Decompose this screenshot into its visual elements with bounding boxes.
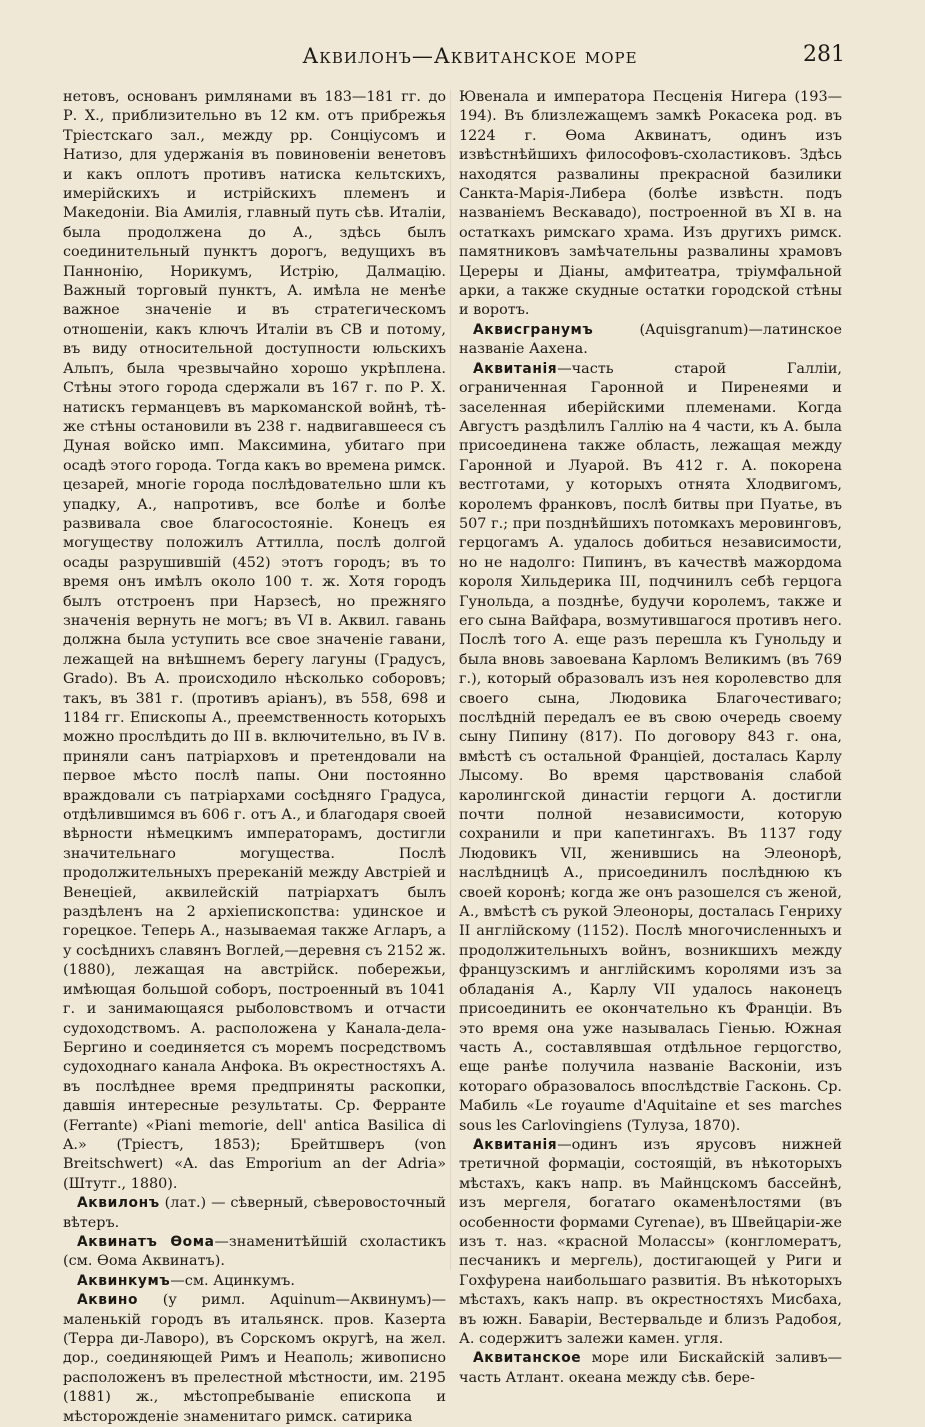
right-column <box>459 88 842 1386</box>
article-entry <box>63 1194 446 1233</box>
entry-headword: Аквилонъ <box>77 1195 160 1212</box>
article-entry <box>459 321 842 360</box>
article-entry <box>459 1349 842 1388</box>
entry-headword: Аквитанія <box>473 1136 558 1153</box>
article-entry <box>63 1272 446 1291</box>
entry-text: (Aquisgranum)—латинское названіе Аахена. <box>459 321 842 358</box>
entry-text: —знаменитѣйшій схоластикъ (см. Ѳома Аквинатъ). <box>63 1233 446 1270</box>
entry-text: море или Бискайскій заливъ—часть Атлант. океана между сѣв. бере- <box>459 1350 842 1386</box>
article-entry <box>459 1136 842 1349</box>
article-entry <box>459 360 842 1136</box>
entry-text: —см. Ацинкумъ. <box>170 1272 295 1289</box>
entry-headword: Аквинатъ Ѳома <box>77 1233 215 1250</box>
entry-headword: Аквитанія <box>473 360 558 377</box>
entry-text: (у римл. Aquinum—Аквинумъ)—маленькій городъ въ итальянск. пров. Казерта (Терра ди-Лаворо), въ Сорскомъ округѣ, на жел. дор., соединяющей Римъ и Неаполь; живописно расположенъ въ прелестной мѣстности, им. 2195 (1881) ж., мѣстопребываніе епископа и мѣсторожденіе знаменитаго римск. сатирика <box>63 1292 446 1425</box>
entry-headword: Аквисгранумъ <box>473 321 594 338</box>
left-column <box>63 88 446 1425</box>
column-gutter <box>450 90 451 1270</box>
article-entry <box>63 1291 446 1427</box>
entry-headword: Аквино <box>77 1292 139 1309</box>
entry-headword: Аквитанское <box>473 1350 582 1367</box>
entry-text: (лат.) — сѣверный, сѣверовосточный вѣтеръ. <box>63 1195 446 1231</box>
entry-text: —одинъ изъ ярусовъ нижней третичной формаціи, состоящій, въ нѣкоторыхъ мѣстахъ, какъ напр. въ Майнцскомъ бассейнѣ, изъ мергеля, богатаго окаменѣлостями (въ особенности формами Cyrenae), въ Швейцаріи-же изъ т. наз. «красной Молассы» (конгломератъ, песчаникъ и мергель), достигающей у Риги и Гохфурена наибольшаго развитія. Въ нѣкоторыхъ мѣстахъ, какъ напр. въ окрестностяхъ Мисбаха, въ южн. Баваріи, Вестервальде и близъ Радобоя, А. содержитъ залежи камен. угля. <box>459 1136 842 1347</box>
entry-text: —часть старой Галліи, ограниченная Гаронной и Пиренеями и заселенная иберійскими племенами. Когда Августъ раздѣлилъ Галлію на 4 части, къ А. была присоединена также область, лежащая между Гаронной и Луарой. Въ 412 г. А. покорена вестготами, у которыхъ отнята Хлодвигомъ, королемъ франковъ, послѣ битвы при Пуатье, въ 507 г.; при позднѣйшихъ потомкахъ меровинговъ, герцогамъ А. удалось добиться независимости, но не надолго: Пипинъ, въ качествѣ мажордома короля Хильдерика III, подчинилъ себѣ герцога Гунольда, а позднѣе, будучи королемъ, также и его сына Вайфара, возмутившагося противъ него. Послѣ того А. еще разъ перешла къ Гунольду и была вновь завоевана Карломъ Великимъ (въ 769 г.), который образовалъ изъ нея королевство для своего сына, Людовика Благочестиваго; послѣдній передалъ ее въ свою очередь своему сыну Пипину (817). По договору 843 г. она, вмѣстѣ съ остальной Франціей, досталась Карлу Лысому. Во время царствованія слабой каролингской династіи герцоги А. достигли почти полной независимости, которую сохранили и при капетингахъ. Въ 1137 году Людовикъ VII, женившись на Элеонорѣ, наслѣдницѣ А., присоединилъ послѣднюю къ своей коронѣ; когда же онъ разошелся съ женой, А., вмѣстѣ съ рукой Элеоноры, досталась Генриху II англійскому (1152). Послѣ многочисленныхъ и продолжительныхъ войнъ, возникшихъ между французскимъ и англійскимъ королями изъ за обладанія А., Карлу VII удалось наконецъ присоединить ее окончательно къ Франціи. Въ это время она уже называлась Гіенью. Южная часть А., составлявшая отдѣльное герцогство, еще ранѣе получила названіе Васконіи, изъ котораго образовалось впослѣдствіе Гасконь. Ср. Мабиль «Le royaume d'Aquitaine et ses marches sous les Carlovingiens (Тулуза, 1870). <box>459 360 842 1134</box>
article-continuation: нетовъ, основанъ римлянами въ 183—181 гг. до Р. Х., приблизительно въ 12 км. отъ прибрежья Тріестскаго зал., между рр. Сонціусомъ и Натизо, для удержанія въ повиновеніи венетовъ и какъ оплотъ противъ натиска кельтскихъ, имерійскихъ и истрійскихъ племенъ и Македоніи. Віа Амилія, главный путь сѣв. Италіи, была продолжена до А., здѣсь былъ соединительный пунктъ дорогъ, ведущихъ въ Паннонію, Норикумъ, Истрію, Далмацію. Важный торговый пунктъ, А. имѣла не менѣе важное значеніе и въ стратегическомъ отношеніи, какъ ключъ Италіи въ СВ и потому, въ виду относительной доступности юльскихъ Альпъ, была чрезвычайно хорошо укрѣплена. Стѣны этого города сдержали въ 167 г. по Р. Х. натискъ германцевъ въ маркоманской войнѣ, тѣ-же стѣны остановили въ 238 г. надвигавшееся съ Дуная войско имп. Максимина, убитаго при осадѣ этого города. Тогда какъ во времена римск. цезарей, многіе города послѣдовательно шли къ упадку, А., напротивъ, все болѣе и болѣе развивала свое благосостояніе. Конецъ ея могуществу положилъ Аттилла, послѣ долгой осады разрушившій (452) этотъ городъ; въ то время онъ имѣлъ около 100 т. ж. Хотя городъ былъ отстроенъ при Нарзесѣ, но прежняго значенія вернуть не могъ; въ VI в. Аквил. гавань должна была уступить все свое значеніе гавани, лежащей на внѣшнемъ берегу лагуны (Градусъ, Grado). Въ А. происходило нѣсколько соборовъ; такъ, въ 381 г. (противъ аріанъ), въ 558, 698 и 1184 гг. Епископы А., преемственность которыхъ можно прослѣдить до III в. включительно, въ IV в. приняли санъ патріарховъ и претендовали на первое мѣсто послѣ папы. Они постоянно враждовали съ патріархами сосѣдняго Градуса, отдѣлившимся въ 606 г. отъ А., и благодаря своей вѣрности нѣмецкимъ императорамъ, достигли значительнаго могущества. Послѣ продолжительныхъ пререканій между Австріей и Венеціей, аквилейскій патріархатъ былъ раздѣленъ на 2 архіепископства: удинское и горецкое. Теперь А., называемая также Агларъ, а у сосѣднихъ славянъ Воглей,—деревня съ 2152 ж. (1880), лежащая на австрійск. побережьи, имѣющая большой соборъ, построенный въ 1041 г. и занимающаяся рыболовствомъ и отчасти судоходствомъ. А. расположена у Канала-дела-Бергино и соединяется съ моремъ посредствомъ судоходнаго канала Анфока. Въ окрестностяхъ А. въ послѣднее время предприняты раскопки, давшія интересные результаты. Ср. Феррантe (Ferrante) «Piani memorie, dell' antica Basilica di A.» (Тріестъ, 1853); Брейтшверъ (von Breitschwert) «A. das Emporium an der Adria» (Штутг., 1880). <box>63 89 446 1192</box>
page-number: 281 <box>803 42 845 67</box>
article-continuation: Ювенала и императора Песценія Нигера (193—194). Въ близлежащемъ замкѣ Рокасека род. въ 1224 г. Ѳома Аквинатъ, одинъ изъ извѣстнѣйшихъ философовъ-схоластиковъ. Здѣсь находятся развалины прекрасной базилики Санкта-Марія-Либера (болѣе извѣстн. подъ названіемъ Вескавадо), построенной въ XI в. на остаткахъ римскаго храма. Изъ другихъ римск. памятниковъ замѣчательны развалины храмовъ Цереры и Діаны, амфитеатра, тріумфальной арки, а также скудные остатки городской стѣны и воротъ. <box>459 89 842 319</box>
article-entry <box>63 1233 446 1272</box>
entry-headword: Аквинкумъ <box>77 1272 171 1289</box>
running-header: Аквилонъ—Аквитанское море <box>302 44 638 68</box>
